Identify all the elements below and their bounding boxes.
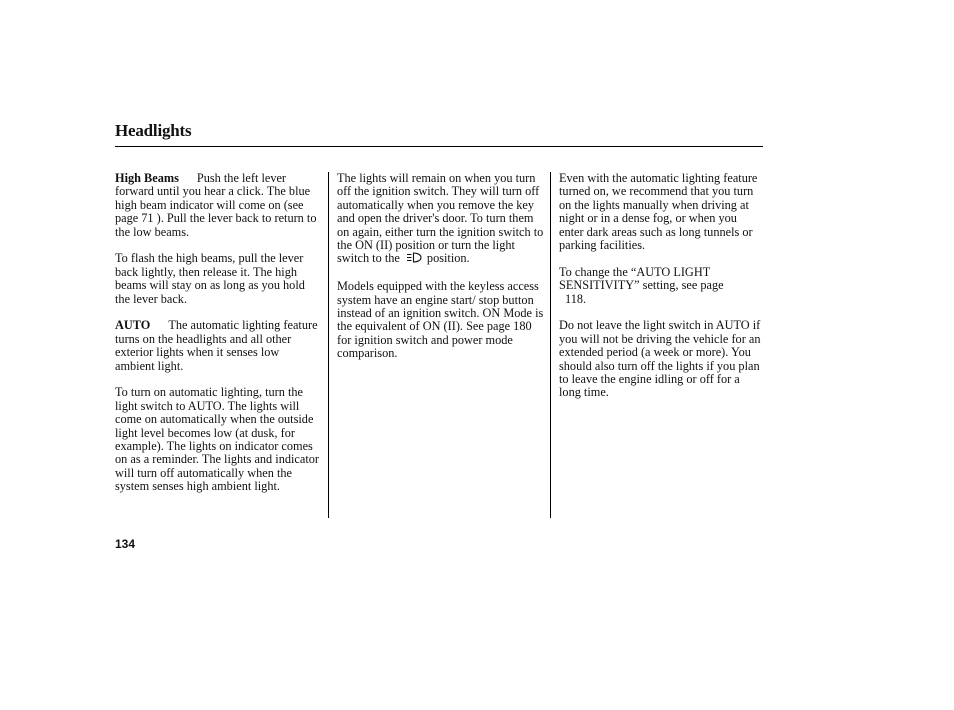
high-beams-text: Push the left lever forward until you hear a click. The blue high beam indicator will come on (see page 71 ). Pull the lever back to return to the low beams. <box>115 171 317 239</box>
title-rule <box>115 146 763 147</box>
sensitivity-end: . <box>583 291 587 306</box>
sensitivity-text: To change the “AUTO LIGHT SENSITIVITY” setting, see page <box>559 264 724 293</box>
flash-paragraph: To flash the high beams, pull the lever back lightly, then release it. The high beams will stay on as long as you hold the lever back. <box>115 251 305 306</box>
high-beams-heading: High Beams <box>115 171 179 185</box>
column-2 <box>337 172 544 374</box>
keyless-paragraph: Models equipped with the keyless access system have an engine start/ stop button instead of an ignition switch. ON Mode is the equivalent of ON (II). See page 180 for ignition switch and power mode comparison. <box>337 279 544 361</box>
column-3 <box>559 172 763 413</box>
turn-on-auto-paragraph: To turn on automatic lighting, turn the light switch to AUTO. The lights will come on automatically when the outside light level becomes low (at dusk, for example). The lights on indicator comes on as a reminder. The lights and indicator will turn off automatically when the system senses high ambient light. <box>115 385 319 494</box>
sensitivity-page-ref: 118 <box>565 291 583 306</box>
leave-paragraph: Do not leave the light switch in AUTO if you will not be driving the vehicle for an extended period (a week or more). You should also turn off the lights if you plan to leave the engine idling or off for a long time. <box>559 318 761 400</box>
page-title: Headlights <box>115 121 192 140</box>
remain-on-end: position. <box>426 251 470 266</box>
remain-on-text: The lights will remain on when you turn off the ignition switch. They will turn off automatically when you remove the key and open the driver's door. To turn them on again, either turn the ignition switch to the ON (II) position or turn the light switch to the <box>337 171 544 266</box>
column-divider-2 <box>550 172 551 518</box>
headlight-symbol-icon <box>406 252 422 266</box>
column-1 <box>115 172 321 507</box>
page-number: 134 <box>115 537 136 551</box>
column-divider-1 <box>328 172 329 518</box>
recommend-paragraph: Even with the automatic lighting feature turned on, we recommend that you turn on the lights manually when driving at night or in a dense fog, or when you enter dark areas such as long tunnels or parking facilities. <box>559 171 758 253</box>
auto-heading: AUTO <box>115 318 151 333</box>
auto-paragraph <box>115 319 321 373</box>
remain-on-paragraph <box>337 172 544 267</box>
high-beams-paragraph <box>115 172 321 239</box>
auto-text: The automatic lighting feature turns on the headlights and all other exterior lights when it senses low ambient light. <box>115 318 318 373</box>
sensitivity-paragraph <box>559 266 763 306</box>
